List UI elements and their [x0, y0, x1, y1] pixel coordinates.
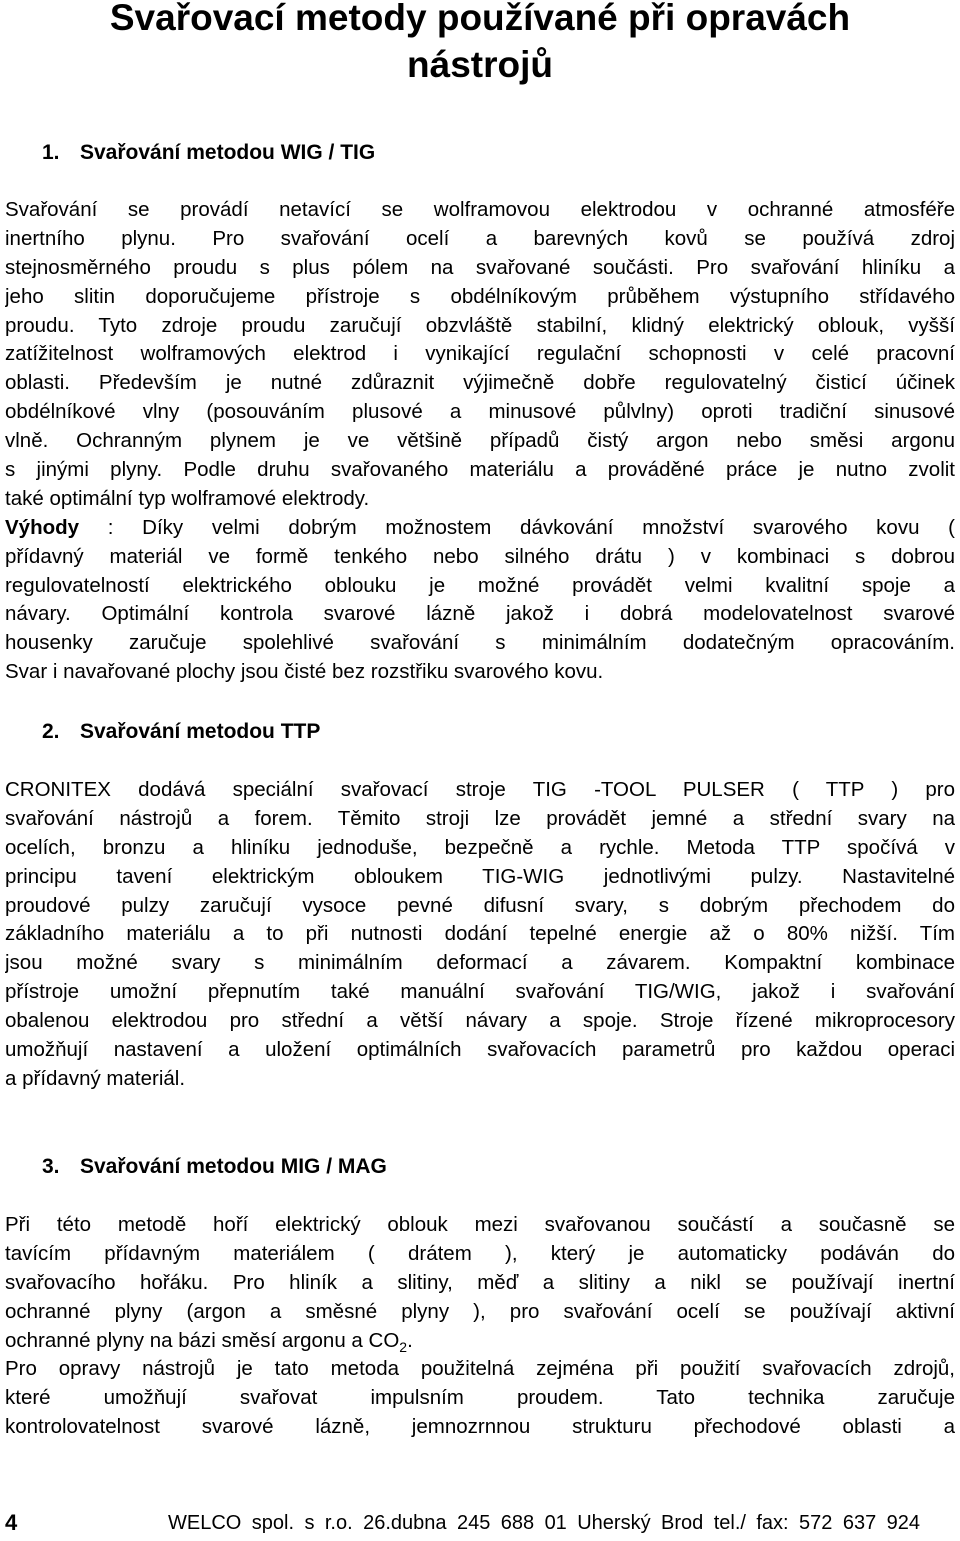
text-line: svařování nástrojů a forem. Těmito stroji lze provádět jemné a střední svary na: [5, 806, 955, 830]
co2-line-suffix: .: [407, 1328, 413, 1352]
section-2-heading: [42, 719, 320, 745]
text-line: Při této metodě hoří elektrický oblouk mezi svařovanou součástí a současně se: [5, 1213, 955, 1236]
text-line: stejnosměrného proudu s plus pólem na svařované součásti. Pro svařování hliníku a: [5, 255, 955, 279]
text-line: Svar i navařované plochy jsou čisté bez rozstřiku svarového kovu.: [5, 660, 604, 684]
text-line: CRONITEX dodává speciální svařovací stroje TIG -TOOL PULSER ( TTP ) pro: [5, 778, 955, 801]
text-line: umožňují nastavení a uložení optimálních svařovacích parametrů pro každou operaci: [5, 1038, 955, 1062]
title-line-2: nástrojů: [407, 44, 553, 85]
text-line: svařovacího hořáku. Pro hliník a slitiny, měď a slitiny a nikl se používají inertní: [5, 1270, 955, 1294]
section-3-paragraph: [5, 1211, 955, 1442]
text-line: oblasti. Především je nutné zdůraznit výjimečně dobře regulovatelný čisticí účinek: [5, 371, 955, 395]
section-number: 3.: [42, 1155, 60, 1178]
footer-phone: tel./ fax: 572 637 924: [713, 1512, 920, 1534]
text-line: Svařování se provádí netavící se wolframovou elektrodou v ochranné atmosféře: [5, 198, 955, 221]
section-number: 1.: [42, 141, 60, 164]
section-number: 2.: [42, 720, 60, 743]
text-line: základního materiálu a to při nutnosti dodání tepelné energie až o 80% nižší. Tím: [5, 922, 955, 946]
co2-line-text: ochranné plyny na bázi směsí argonu a CO: [5, 1328, 400, 1352]
text-line: návary. Optimální kontrola svarové lázně jakož i dobrá modelovatelnost svarové: [5, 602, 955, 626]
text-line: zatížitelnost wolframových elektrod i vynikající regulační schopnosti v celé pracovní: [5, 342, 955, 366]
text-line: vlně. Ochranným plynem je ve většině případů čistý argon nebo směsi argonu: [5, 429, 955, 453]
text-line: Pro opravy nástrojů je tato metoda použitelná zejména při použití svařovacích zdrojů,: [5, 1357, 955, 1381]
advantages-label: Výhody: [5, 515, 80, 539]
document-title: [0, 0, 960, 88]
text-line: obdélníkové vlny (posouváním plusové a minusové půlvlny) oproti tradiční sinusové: [5, 400, 955, 424]
page-number: 4: [5, 1510, 18, 1535]
section-1-heading: [42, 140, 375, 166]
text-line: obalenou elektrodou pro střední a větší návary a spoje. Stroje řízené mikroprocesory: [5, 1009, 955, 1033]
footer-city: 688 01 Uherský Brod: [500, 1512, 704, 1534]
co2-subscript: 2: [399, 1338, 408, 1355]
text-line: kontrolovatelnost svarové lázně, jemnozrnnou strukturu přechodové oblasti a: [5, 1415, 955, 1439]
text-line: proudu. Tyto zdroje proudu zaručují obzvláště stabilní, klidný elektrický oblouk, vyšší: [5, 313, 955, 337]
text-line: které umožňují svařovat impulsním proudem. Tato technika zaručuje: [5, 1386, 955, 1410]
text-line: jsou možné svary s minimálním deformací a závarem. Kompaktní kombinace: [5, 951, 955, 975]
section-1-paragraph: [5, 196, 955, 687]
text-line: proudové pulzy zaručují vysoce pevné difusní svary, s dobrým přechodem do: [5, 893, 955, 917]
section-title: Svařování metodou WIG / TIG: [80, 141, 376, 164]
text-line: tavícím přídavným materiálem ( drátem ), který je automaticky podáván do: [5, 1241, 955, 1265]
footer-info: [168, 1508, 920, 1538]
text-line: přídavný materiál ve formě tenkého nebo silného drátu ) v kombinaci s dobrou: [5, 544, 955, 568]
text-line: inertního plynu. Pro svařování ocelí a barevných kovů se používá zdroj: [5, 226, 955, 250]
advantages-line: [5, 514, 955, 543]
text-line: ochranné plyny (argon a směsné plyny ), pro svařování ocelí se používají aktivní: [5, 1299, 955, 1323]
co2-line: [5, 1327, 955, 1356]
section-title: Svařování metodou MIG / MAG: [80, 1155, 387, 1178]
text-line: housenky zaručuje spolehlivé svařování s minimálním dodatečným opracováním.: [5, 631, 955, 655]
title-line-1: Svařovací metody používané při opravách: [109, 0, 851, 38]
text-line: ocelích, bronzu a hliníku jednoduše, bezpečně a rychle. Metoda TTP spočívá v: [5, 835, 955, 859]
text-line: a přídavný materiál.: [5, 1066, 186, 1090]
advantages-text: : Díky velmi dobrým možnostem dávkování množství svarového kovu (: [107, 515, 955, 539]
text-line: jeho slitin doporučujeme přístroje s obdélníkovým průběhem výstupního střídavého: [5, 284, 955, 308]
text-line: principu tavení elektrickým obloukem TIG-WIG jednotlivými pulzy. Nastavitelné: [5, 864, 955, 888]
page-footer: [5, 1508, 955, 1538]
section-title: Svařování metodou TTP: [80, 720, 321, 743]
section-3-heading: [42, 1154, 387, 1180]
text-line: regulovatelností elektrického oblouku je možné provádět velmi kvalitní spoje a: [5, 573, 955, 597]
section-2-paragraph: [5, 776, 955, 1094]
text-line: také optimální typ wolframové elektrody.: [5, 486, 370, 510]
footer-company: WELCO spol. s r.o.: [168, 1512, 353, 1534]
footer-street: 26.dubna 245: [363, 1512, 491, 1534]
text-line: s jinými plyny. Podle druhu svařovaného materiálu a prováděné práce je nutno zvolit: [5, 458, 955, 482]
text-line: přístroje umožní přepnutím také manuální svařování TIG/WIG, jakož i svařování: [5, 980, 955, 1004]
